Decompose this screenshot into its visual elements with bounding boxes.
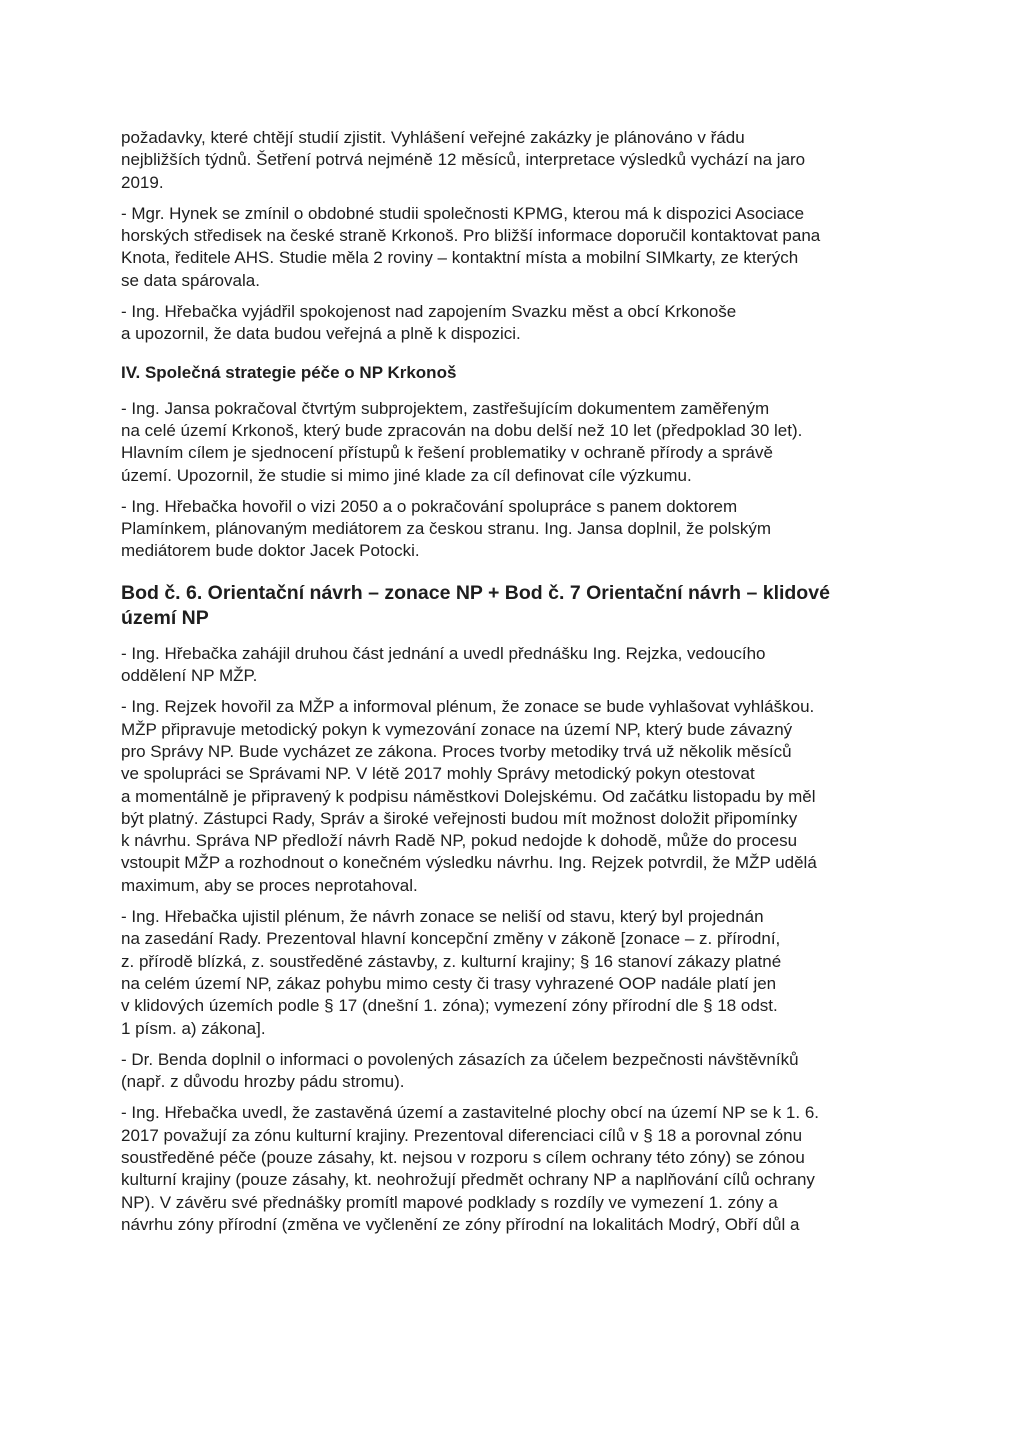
- text-line: 2017 považují za zónu kulturní krajiny. Prezentoval diferenciaci cílů v § 18 a porovnal zónu: [121, 1125, 803, 1145]
- text-line: mediátorem bude doktor Jacek Potocki.: [121, 541, 420, 561]
- text-line: (např. z důvodu hrozby pádu stromu).: [121, 1072, 405, 1092]
- text-line: požadavky, které chtějí studií zjistit. Vyhlášení veřejné zakázky je plánováno v řádu: [121, 128, 745, 147]
- heading-text: IV. Společná strategie péče o NP Krkonoš: [121, 362, 457, 382]
- text-line: z. přírodě blízká, z. soustředěné zástavby, z. kulturní krajiny; § 16 stanoví zákazy platné: [121, 951, 782, 971]
- text-line: - Mgr. Hynek se zmínil o obdobné studii společnosti KPMG, kterou má k dispozici Asociace: [121, 203, 805, 223]
- paragraph-rejzek-zonation: [121, 696, 906, 897]
- text-line: být platný. Zástupci Rady, Správ a široké veřejnosti budou mít možnost doložit připomínky: [121, 808, 798, 828]
- text-line: Knota, ředitele AHS. Studie měla 2 roviny – kontaktní místa a mobilní SIMkarty, ze kterých: [121, 248, 799, 268]
- text-line: na zasedání Rady. Prezentoval hlavní koncepční změny v zákoně [zonace – z. přírodní,: [121, 929, 781, 949]
- text-line: oddělení NP MŽP.: [121, 666, 258, 686]
- text-line: území. Upozornil, že studie si mimo jiné klade za cíl definovat cíle výzkumu.: [121, 465, 692, 485]
- text-line: na celém území NP, zákaz pohybu mimo cesty či trasy vyhrazené OOP nadále platí jen: [121, 973, 777, 993]
- text-line: návrhu zóny přírodní (změna ve vyčlenění ze zóny přírodní na lokalitách Modrý, Obří důl a: [121, 1214, 800, 1234]
- text-line: k návrhu. Správa NP předloží návrh Radě NP, pokud nedojde k dohodě, může do procesu: [121, 831, 798, 851]
- document-page: [121, 127, 906, 1245]
- section-heading-iv: [121, 362, 906, 384]
- text-line: Hlavním cílem je sjednocení přístupů k řešení problematiky v ochraně přírody a správě: [121, 443, 773, 463]
- paragraph-jansa-subproject: [121, 398, 906, 487]
- paragraph-survey-timeline: [121, 127, 906, 194]
- text-line: vstoupit MŽP a rozhodnout o konečném výsledku návrhu. Ing. Rejzek potvrdil, že MŽP udělá: [121, 853, 817, 873]
- text-line: MŽP připravuje metodický pokyn k vymezování zonace na území NP, který bude závazný: [121, 719, 793, 739]
- text-line: na celé území Krkonoš, který bude zpracován na dobu delší než 10 let (předpoklad 30 let).: [121, 420, 803, 440]
- text-line: - Ing. Hřebačka uvedl, že zastavěná území a zastavitelné plochy obcí na území NP se k 1. 6.: [121, 1103, 819, 1123]
- text-line: NP). V závěru své přednášky promítl mapové podklady s rozdíly ve vymezení 1. zóny a: [121, 1192, 778, 1212]
- text-line: 1 písm. a) zákona].: [121, 1018, 266, 1038]
- heading-text: území NP: [121, 606, 209, 629]
- text-line: a upozornil, že data budou veřejná a plně k dispozici.: [121, 324, 521, 344]
- paragraph-benda-interventions: [121, 1049, 906, 1094]
- text-line: soustředěné péče (pouze zásahy, kt. nejsou v rozporu s cílem ochrany této zóny) se zónou: [121, 1147, 805, 1167]
- text-line: 2019.: [121, 172, 164, 192]
- text-line: horských středisek na české straně Krkonoš. Pro bližší informace doporučil kontaktovat pana: [121, 226, 821, 246]
- text-line: a momentálně je připravený k podpisu náměstkovi Dolejskému. Od začátku listopadu by měl: [121, 786, 816, 806]
- text-line: se data spárovala.: [121, 270, 260, 290]
- paragraph-second-part: [121, 643, 906, 688]
- text-line: - Ing. Rejzek hovořil za MŽP a informoval plénum, že zonace se bude vyhlašovat vyhláškou.: [121, 697, 815, 717]
- text-line: - Ing. Hřebačka zahájil druhou část jednání a uvedl přednášku Ing. Rejzka, vedoucího: [121, 643, 766, 663]
- text-line: ve spolupráci se Správami NP. V létě 2017 mohly Správy metodický pokyn otestovat: [121, 764, 755, 784]
- paragraph-hrebacka-satisfaction: [121, 301, 906, 346]
- text-line: maximum, aby se proces neprotahoval.: [121, 875, 418, 895]
- text-line: v klidových územích podle § 17 (dnešní 1. zóna); vymezení zóny přírodní dle § 18 odst.: [121, 996, 778, 1016]
- paragraph-hrebacka-zonation-plan: [121, 906, 906, 1040]
- paragraph-vision-2050: [121, 496, 906, 563]
- section-heading-bod-6-7: [121, 581, 906, 631]
- text-line: - Ing. Jansa pokračoval čtvrtým subprojektem, zastřešujícím dokumentem zaměřeným: [121, 398, 770, 418]
- text-line: Plamínkem, plánovaným mediátorem za českou stranu. Ing. Jansa doplnil, že polským: [121, 519, 772, 539]
- heading-text: Bod č. 6. Orientační návrh – zonace NP + Bod č. 7 Orientační návrh – klidové: [121, 581, 830, 604]
- text-line: - Ing. Hřebačka ujistil plénum, že návrh zonace se neliší od stavu, který byl projednán: [121, 907, 764, 927]
- paragraph-mgr-hynek: [121, 203, 906, 292]
- text-line: - Ing. Hřebačka hovořil o vizi 2050 a o pokračování spolupráce s panem doktorem: [121, 496, 738, 516]
- text-line: - Ing. Hřebačka vyjádřil spokojenost nad zapojením Svazku měst a obcí Krkonoše: [121, 302, 737, 322]
- text-line: - Dr. Benda doplnil o informaci o povolených zásazích za účelem bezpečnosti návštěvníků: [121, 1049, 799, 1069]
- text-line: nejbližších týdnů. Šetření potrvá nejméně 12 měsíců, interpretace výsledků vychází na jaro: [121, 150, 806, 170]
- text-line: kulturní krajiny (pouze zásahy, kt. neohrožují předmět ochrany NP a naplňování cílů ochrany: [121, 1170, 815, 1190]
- paragraph-hrebacka-built-areas: [121, 1102, 906, 1236]
- text-line: pro Správy NP. Bude vycházet ze zákona. Proces tvorby metodiky trvá už několik měsíců: [121, 741, 792, 761]
